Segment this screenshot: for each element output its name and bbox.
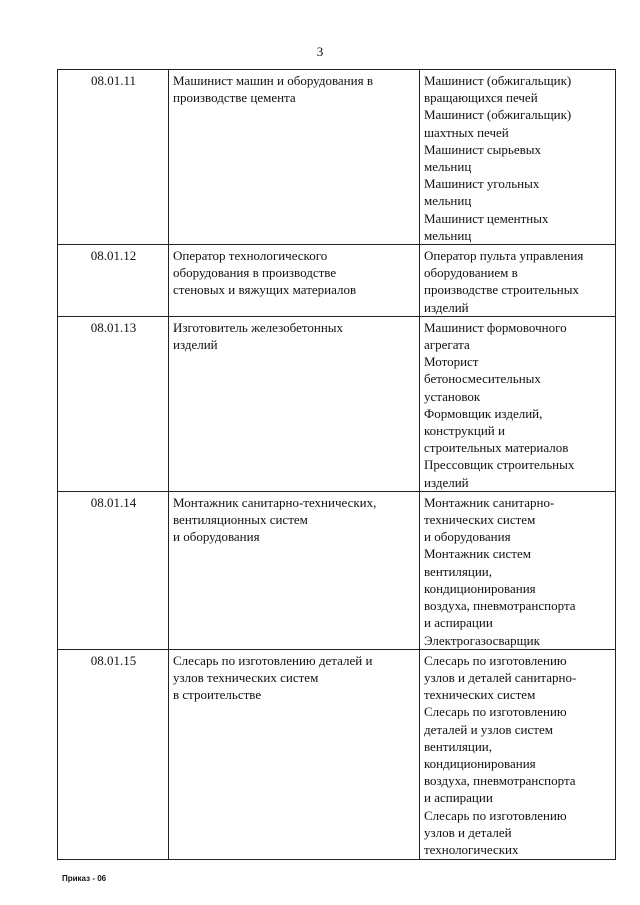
table-body (58, 70, 616, 860)
related-profession-line: Электрогазосварщик (424, 632, 540, 648)
profession-name-line: производстве цемента (173, 90, 296, 106)
related-professions (420, 70, 616, 245)
related-profession-line: Машинист формовочного (424, 319, 567, 335)
profession-name-line: изделий (173, 337, 218, 353)
related-profession-line: производстве строительных (424, 282, 579, 298)
profession-code: 08.01.12 (58, 245, 169, 317)
table-row (58, 491, 616, 649)
profession-code: 08.01.15 (58, 649, 169, 859)
profession-name-line: Слесарь по изготовлению деталей и (173, 652, 373, 668)
profession-code: 08.01.14 (58, 491, 169, 649)
related-profession-line: деталей и узлов систем (424, 721, 553, 737)
related-profession-line: Машинист сырьевых (424, 141, 541, 157)
related-profession-line: Машинист цементных (424, 210, 549, 226)
related-profession-line: Слесарь по изготовлению (424, 704, 567, 720)
related-profession-line: мельниц (424, 227, 472, 243)
profession-name-line: Монтажник санитарно-технических, (173, 494, 377, 510)
related-profession-line: кондиционирования (424, 580, 536, 596)
related-profession-line: технических систем (424, 512, 536, 528)
related-profession-line: воздуха, пневмотранспорта (424, 598, 576, 614)
related-profession-line: оборудованием в (424, 265, 518, 281)
related-profession-line: узлов и деталей санитарно- (424, 669, 577, 685)
related-profession-line: Монтажник систем (424, 546, 531, 562)
related-profession-line: Слесарь по изготовлению (424, 652, 567, 668)
related-profession-line: Моторист (424, 354, 479, 370)
table-row (58, 649, 616, 859)
profession-name-line: и оборудования (173, 529, 260, 545)
related-profession-line: Слесарь по изготовлению (424, 807, 567, 823)
table-row (58, 316, 616, 491)
related-profession-line: Формовщик изделий, (424, 405, 543, 421)
related-profession-line: узлов и деталей (424, 824, 512, 840)
related-profession-line: шахтных печей (424, 124, 509, 140)
related-profession-line: Прессовщик строительных (424, 457, 575, 473)
related-profession-line: технических систем (424, 687, 536, 703)
related-professions (420, 491, 616, 649)
related-profession-line: агрегата (424, 337, 470, 353)
profession-name-line: оборудования в производстве (173, 265, 337, 281)
profession-name (169, 491, 420, 649)
page-number: 3 (316, 44, 324, 59)
profession-name-line: в строительстве (173, 687, 262, 703)
related-profession-line: и оборудования (424, 529, 511, 545)
profession-code: 08.01.11 (58, 70, 169, 245)
related-profession-line: изделий (424, 474, 469, 490)
profession-name (169, 649, 420, 859)
related-profession-line: кондиционирования (424, 755, 536, 771)
related-professions (420, 649, 616, 859)
related-professions (420, 316, 616, 491)
profession-table (57, 69, 616, 860)
profession-name-line: вентиляционных систем (173, 512, 308, 528)
related-professions (420, 245, 616, 317)
profession-name-line: Оператор технологического (173, 248, 328, 264)
footer-note: Приказ - 06 (62, 874, 107, 883)
related-profession-line: Машинист угольных (424, 176, 540, 192)
profession-name-line: стеновых и вяжущих материалов (173, 282, 357, 298)
related-profession-line: вращающихся печей (424, 90, 538, 106)
related-profession-line: мельниц (424, 193, 472, 209)
related-profession-line: Монтажник санитарно- (424, 494, 555, 510)
related-profession-line: строительных материалов (424, 440, 569, 456)
table-row (58, 70, 616, 245)
related-profession-line: и аспирации (424, 615, 493, 631)
profession-code: 08.01.13 (58, 316, 169, 491)
related-profession-line: конструкций и (424, 423, 505, 439)
related-profession-line: бетоносмесительных (424, 371, 541, 387)
profession-name-line: Изготовитель железобетонных (173, 319, 344, 335)
profession-name-line: узлов технических систем (173, 669, 319, 685)
related-profession-line: Оператор пульта управления (424, 248, 584, 264)
profession-name-line: Машинист машин и оборудования в (173, 73, 373, 88)
related-profession-line: и аспирации (424, 790, 493, 806)
related-profession-line: установок (424, 388, 481, 404)
related-profession-line: мельниц (424, 159, 472, 175)
table-row (58, 245, 616, 317)
related-profession-line: Машинист (обжигальщик) (424, 73, 572, 88)
related-profession-line: Машинист (обжигальщик) (424, 107, 572, 123)
profession-name (169, 316, 420, 491)
profession-name (169, 245, 420, 317)
related-profession-line: технологических (424, 841, 519, 857)
profession-name (169, 70, 420, 245)
related-profession-line: воздуха, пневмотранспорта (424, 773, 576, 789)
related-profession-line: вентиляции, (424, 738, 493, 754)
related-profession-line: изделий (424, 299, 469, 315)
related-profession-line: вентиляции, (424, 563, 493, 579)
